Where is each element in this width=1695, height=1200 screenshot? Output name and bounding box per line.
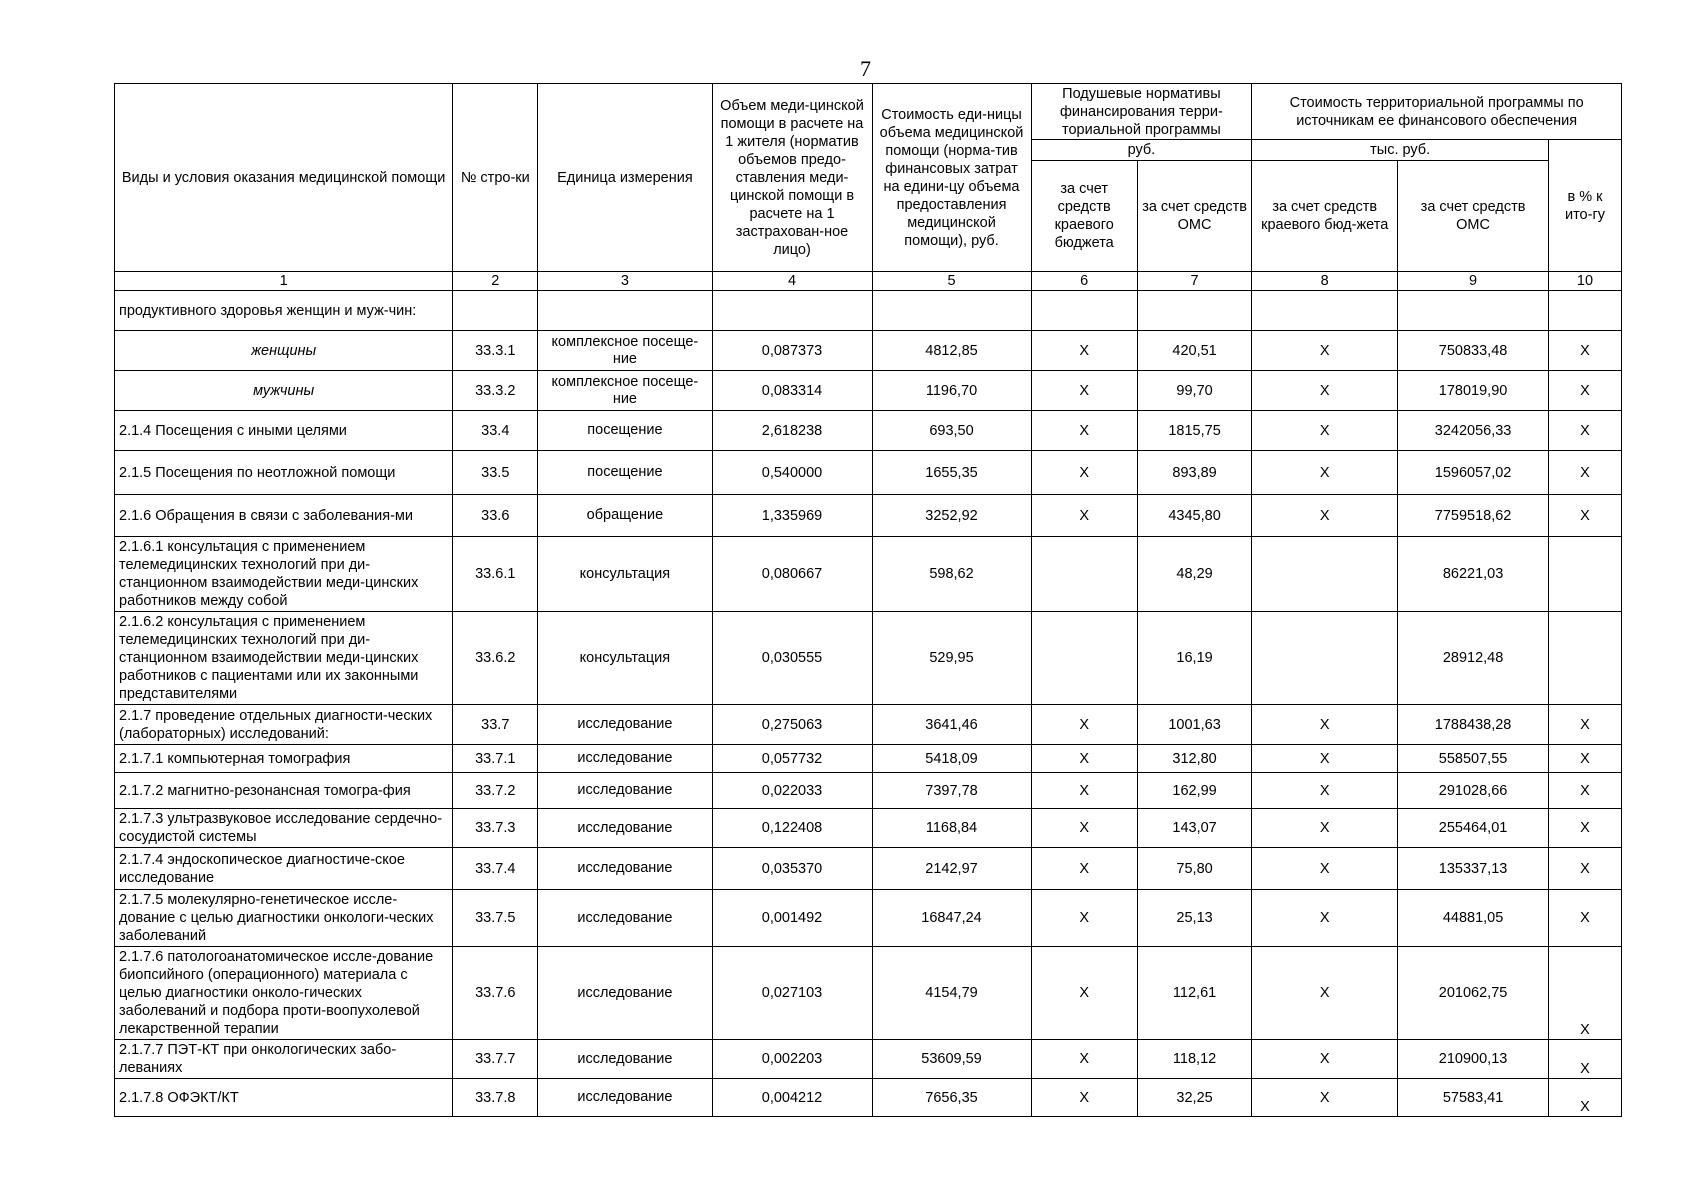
oms-norm-value: 4345,80 (1137, 495, 1251, 537)
regional-cost-value: X (1252, 947, 1398, 1040)
regional-cost-value: X (1252, 890, 1398, 947)
percent-value: X (1549, 451, 1622, 495)
row-label: 2.1.7.5 молекулярно-генетическое иссле-дование с целью диагностики онкологи-ческих заболеваний (115, 890, 453, 947)
percent-value (1549, 537, 1622, 612)
table-row (115, 773, 1622, 809)
oms-cost-value: 291028,66 (1398, 773, 1549, 809)
unit-cost-value: 598,62 (872, 537, 1031, 612)
unit: консультация (538, 612, 712, 705)
unit-cost-value: 1168,84 (872, 809, 1031, 848)
row-number: 33.7 (453, 705, 538, 745)
oms-norm-value: 143,07 (1137, 809, 1251, 848)
unit: посещение (538, 411, 712, 451)
unit: исследование (538, 947, 712, 1040)
table-row (115, 411, 1622, 451)
oms-cost-value (1398, 291, 1549, 331)
header-unit: Единица измерения (538, 84, 712, 272)
page-number: 7 (860, 56, 871, 81)
regional-norm-value: X (1031, 848, 1137, 890)
oms-norm-value: 1815,75 (1137, 411, 1251, 451)
header-per-capita-norms: Подушевые нормативы финансирования терри-ториальной программы (1031, 84, 1252, 140)
oms-cost-value: 750833,48 (1398, 331, 1549, 371)
column-number: 4 (712, 272, 872, 291)
unit-cost-value: 7397,78 (872, 773, 1031, 809)
header-program-cost: Стоимость территориальной программы по источникам ее финансового обеспечения (1252, 84, 1622, 140)
column-number: 3 (538, 272, 712, 291)
volume-value: 0,001492 (712, 890, 872, 947)
regional-norm-value: X (1031, 411, 1137, 451)
regional-cost-value: X (1252, 745, 1398, 773)
row-number: 33.6 (453, 495, 538, 537)
regional-cost-value: X (1252, 1040, 1398, 1079)
column-number: 8 (1252, 272, 1398, 291)
table-row (115, 890, 1622, 947)
oms-norm-value: 75,80 (1137, 848, 1251, 890)
oms-norm-value: 99,70 (1137, 371, 1251, 411)
regional-norm-value: X (1031, 1040, 1137, 1079)
header-volume: Объем меди-цинской помощи в расчете на 1 жителя (норматив объемов предо-ставления меди-цинской помощи в расчете на 1 застрахован-ное лицо) (712, 84, 872, 272)
row-number: 33.7.7 (453, 1040, 538, 1079)
oms-cost-value: 86221,03 (1398, 537, 1549, 612)
volume-value: 1,335969 (712, 495, 872, 537)
regional-norm-value (1031, 537, 1137, 612)
row-number: 33.5 (453, 451, 538, 495)
unit-cost-value (872, 291, 1031, 331)
column-number-row (115, 272, 1622, 291)
unit: посещение (538, 451, 712, 495)
oms-norm-value: 112,61 (1137, 947, 1251, 1040)
unit: исследование (538, 1079, 712, 1117)
volume-value: 0,027103 (712, 947, 872, 1040)
row-number (453, 291, 538, 331)
oms-cost-value: 255464,01 (1398, 809, 1549, 848)
percent-value (1549, 291, 1622, 331)
regional-norm-value: X (1031, 809, 1137, 848)
regional-cost-value (1252, 537, 1398, 612)
unit: исследование (538, 848, 712, 890)
oms-cost-value: 201062,75 (1398, 947, 1549, 1040)
volume-value: 0,083314 (712, 371, 872, 411)
row-label: 2.1.7.6 патологоанатомическое иссле-дование биопсийного (операционного) материала с целью диагностики онколо-гических заболеваний и подбора проти-воопухолевой лекарственной терапии (115, 947, 453, 1040)
table-row (115, 495, 1622, 537)
oms-cost-value: 44881,05 (1398, 890, 1549, 947)
regional-cost-value: X (1252, 495, 1398, 537)
regional-cost-value: X (1252, 411, 1398, 451)
regional-norm-value: X (1031, 451, 1137, 495)
table-row (115, 612, 1622, 705)
oms-cost-value: 210900,13 (1398, 1040, 1549, 1079)
unit (538, 291, 712, 331)
regional-norm-value: X (1031, 705, 1137, 745)
row-label: 2.1.7 проведение отдельных диагности-ческих (лабораторных) исследований: (115, 705, 453, 745)
unit-cost-value: 3641,46 (872, 705, 1031, 745)
regional-cost-value: X (1252, 331, 1398, 371)
unit-cost-value: 1196,70 (872, 371, 1031, 411)
oms-norm-value: 1001,63 (1137, 705, 1251, 745)
volume-value: 0,080667 (712, 537, 872, 612)
unit: исследование (538, 1040, 712, 1079)
unit-cost-value: 529,95 (872, 612, 1031, 705)
table-row (115, 537, 1622, 612)
oms-norm-value: 16,19 (1137, 612, 1251, 705)
oms-cost-value: 3242056,33 (1398, 411, 1549, 451)
oms-cost-value: 7759518,62 (1398, 495, 1549, 537)
volume-value: 2,618238 (712, 411, 872, 451)
unit-cost-value: 2142,97 (872, 848, 1031, 890)
percent-value: X (1549, 371, 1622, 411)
regional-norm-value: X (1031, 773, 1137, 809)
regional-cost-value: X (1252, 773, 1398, 809)
volume-value: 0,275063 (712, 705, 872, 745)
percent-value: X (1549, 848, 1622, 890)
row-label: 2.1.6.1 консультация с применением телемедицинских технологий при ди-станционном взаимодействии меди-цинских работников между собой (115, 537, 453, 612)
unit: обращение (538, 495, 712, 537)
unit: консультация (538, 537, 712, 612)
oms-norm-value: 420,51 (1137, 331, 1251, 371)
row-label: женщины (115, 331, 453, 371)
unit: исследование (538, 773, 712, 809)
table-row (115, 291, 1622, 331)
unit: исследование (538, 705, 712, 745)
column-number: 10 (1549, 272, 1622, 291)
table-row (115, 451, 1622, 495)
oms-norm-value: 312,80 (1137, 745, 1251, 773)
percent-value: X (1549, 331, 1622, 371)
header-unit-cost: Стоимость еди-ницы объема медицинской помощи (норма-тив финансовых затрат на едини-цу объема предоставления медицинской помощи), руб. (872, 84, 1031, 272)
table-row (115, 809, 1622, 848)
percent-value: X (1549, 705, 1622, 745)
row-label: 2.1.7.4 эндоскопическое диагностиче-ское исследование (115, 848, 453, 890)
volume-value: 0,122408 (712, 809, 872, 848)
oms-norm-value: 25,13 (1137, 890, 1251, 947)
unit: исследование (538, 745, 712, 773)
volume-value: 0,540000 (712, 451, 872, 495)
oms-norm-value (1137, 291, 1251, 331)
row-label: 2.1.7.1 компьютерная томография (115, 745, 453, 773)
table-row (115, 1079, 1622, 1117)
percent-value: X (1549, 1040, 1622, 1079)
row-number: 33.7.4 (453, 848, 538, 890)
row-number: 33.6.2 (453, 612, 538, 705)
regional-cost-value (1252, 612, 1398, 705)
percent-value: X (1549, 411, 1622, 451)
unit-cost-value: 16847,24 (872, 890, 1031, 947)
table-row (115, 331, 1622, 371)
row-label: 2.1.5 Посещения по неотложной помощи (115, 451, 453, 495)
regional-norm-value: X (1031, 495, 1137, 537)
column-number: 5 (872, 272, 1031, 291)
row-label: мужчины (115, 371, 453, 411)
table-row (115, 745, 1622, 773)
percent-value: X (1549, 947, 1622, 1040)
regional-norm-value: X (1031, 890, 1137, 947)
unit: комплексное посеще-ние (538, 371, 712, 411)
row-label: 2.1.7.8 ОФЭКТ/КТ (115, 1079, 453, 1117)
header-thousand-rub-unit: тыс. руб. (1252, 140, 1549, 161)
row-label: 2.1.7.7 ПЭТ-КТ при онкологических забо-леваниях (115, 1040, 453, 1079)
oms-norm-value: 118,12 (1137, 1040, 1251, 1079)
percent-value: X (1549, 773, 1622, 809)
oms-cost-value: 558507,55 (1398, 745, 1549, 773)
volume-value: 0,030555 (712, 612, 872, 705)
oms-norm-value: 32,25 (1137, 1079, 1251, 1117)
column-number: 2 (453, 272, 538, 291)
unit-cost-value: 3252,92 (872, 495, 1031, 537)
row-number: 33.7.3 (453, 809, 538, 848)
unit-cost-value: 7656,35 (872, 1079, 1031, 1117)
header-kinds-of-care: Виды и условия оказания медицинской помощи (115, 84, 453, 272)
oms-norm-value: 48,29 (1137, 537, 1251, 612)
row-number: 33.7.5 (453, 890, 538, 947)
row-number: 33.7.8 (453, 1079, 538, 1117)
row-number: 33.3.2 (453, 371, 538, 411)
row-number: 33.7.6 (453, 947, 538, 1040)
regional-norm-value (1031, 291, 1137, 331)
header-oms-cost: за счет средств ОМС (1398, 161, 1549, 272)
regional-norm-value: X (1031, 1079, 1137, 1117)
percent-value (1549, 612, 1622, 705)
row-number: 33.7.2 (453, 773, 538, 809)
regional-cost-value: X (1252, 451, 1398, 495)
header-row-number: № стро-ки (453, 84, 538, 272)
regional-cost-value: X (1252, 371, 1398, 411)
row-number: 33.6.1 (453, 537, 538, 612)
regional-norm-value: X (1031, 371, 1137, 411)
column-number: 6 (1031, 272, 1137, 291)
percent-value: X (1549, 495, 1622, 537)
unit-cost-value: 53609,59 (872, 1040, 1031, 1079)
row-label: 2.1.7.2 магнитно-резонансная томогра-фия (115, 773, 453, 809)
unit-cost-value: 5418,09 (872, 745, 1031, 773)
regional-norm-value: X (1031, 745, 1137, 773)
table-row (115, 1040, 1622, 1079)
header-regional-budget-cost: за счет средств краевого бюд-жета (1252, 161, 1398, 272)
row-label: 2.1.7.3 ультразвуковое исследование сердечно-сосудистой системы (115, 809, 453, 848)
unit: исследование (538, 890, 712, 947)
oms-cost-value: 178019,90 (1398, 371, 1549, 411)
table-row (115, 371, 1622, 411)
volume-value (712, 291, 872, 331)
unit-cost-value: 4154,79 (872, 947, 1031, 1040)
row-label: 2.1.4 Посещения с иными целями (115, 411, 453, 451)
volume-value: 0,087373 (712, 331, 872, 371)
volume-value: 0,002203 (712, 1040, 872, 1079)
header-regional-budget-norm: за счет средств краевого бюджета (1031, 161, 1137, 272)
row-label: продуктивного здоровья женщин и муж-чин: (115, 291, 453, 331)
oms-cost-value: 1788438,28 (1398, 705, 1549, 745)
financing-table (114, 83, 1622, 1117)
unit: исследование (538, 809, 712, 848)
unit: комплексное посеще-ние (538, 331, 712, 371)
percent-value: X (1549, 745, 1622, 773)
header-rub-unit: руб. (1031, 140, 1252, 161)
percent-value: X (1549, 809, 1622, 848)
row-label: 2.1.6 Обращения в связи с заболевания-ми (115, 495, 453, 537)
row-label: 2.1.6.2 консультация с применением телемедицинских технологий при ди-станционном взаимодействии меди-цинских работников с пациентами или их законными представителями (115, 612, 453, 705)
table-row (115, 848, 1622, 890)
row-number: 33.3.1 (453, 331, 538, 371)
percent-value: X (1549, 890, 1622, 947)
unit-cost-value: 1655,35 (872, 451, 1031, 495)
oms-cost-value: 28912,48 (1398, 612, 1549, 705)
volume-value: 0,022033 (712, 773, 872, 809)
oms-cost-value: 57583,41 (1398, 1079, 1549, 1117)
volume-value: 0,057732 (712, 745, 872, 773)
row-number: 33.7.1 (453, 745, 538, 773)
header-percent-of-total: в % к ито-гу (1549, 140, 1622, 272)
oms-norm-value: 893,89 (1137, 451, 1251, 495)
percent-value: X (1549, 1079, 1622, 1117)
regional-cost-value: X (1252, 1079, 1398, 1117)
row-number: 33.4 (453, 411, 538, 451)
oms-cost-value: 1596057,02 (1398, 451, 1549, 495)
column-number: 1 (115, 272, 453, 291)
oms-cost-value: 135337,13 (1398, 848, 1549, 890)
regional-cost-value (1252, 291, 1398, 331)
column-number: 7 (1137, 272, 1251, 291)
table-row (115, 947, 1622, 1040)
column-number: 9 (1398, 272, 1549, 291)
oms-norm-value: 162,99 (1137, 773, 1251, 809)
regional-norm-value (1031, 612, 1137, 705)
regional-cost-value: X (1252, 809, 1398, 848)
regional-cost-value: X (1252, 705, 1398, 745)
volume-value: 0,035370 (712, 848, 872, 890)
volume-value: 0,004212 (712, 1079, 872, 1117)
regional-norm-value: X (1031, 947, 1137, 1040)
unit-cost-value: 693,50 (872, 411, 1031, 451)
regional-norm-value: X (1031, 331, 1137, 371)
table-row (115, 705, 1622, 745)
unit-cost-value: 4812,85 (872, 331, 1031, 371)
header-oms-norm: за счет средств ОМС (1137, 161, 1251, 272)
regional-cost-value: X (1252, 848, 1398, 890)
